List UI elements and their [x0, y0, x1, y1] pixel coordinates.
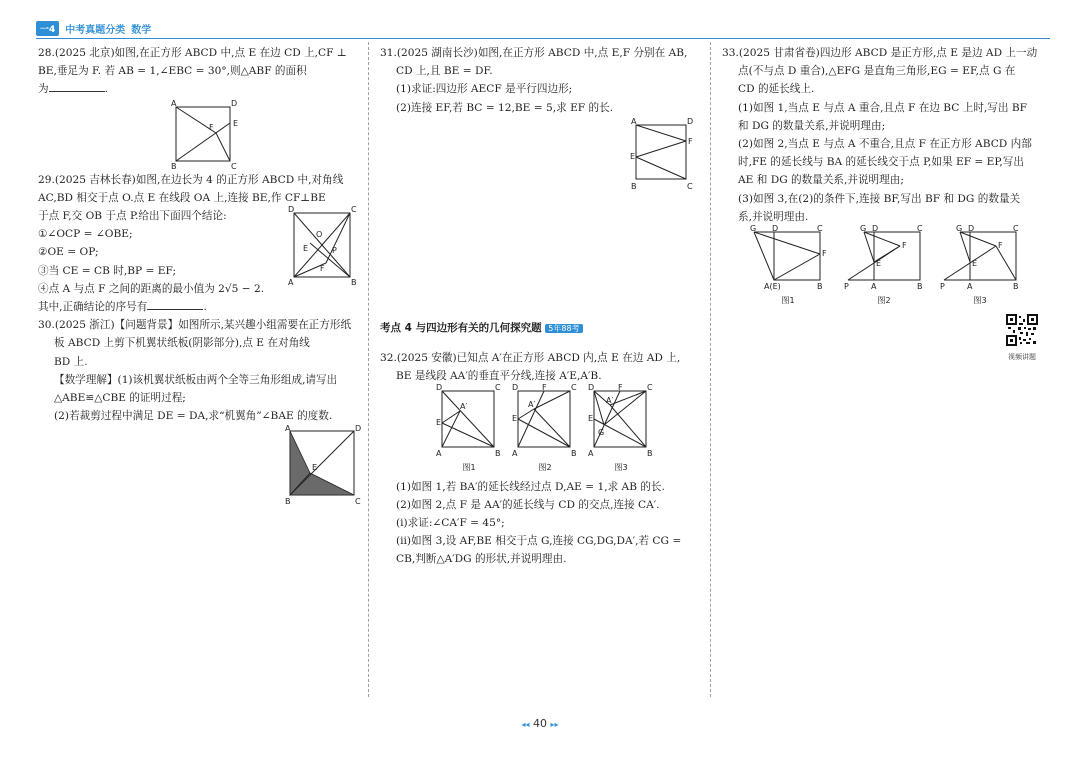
- svg-text:B: B: [571, 449, 577, 459]
- video-qr-block[interactable]: [1004, 314, 1040, 362]
- q29-line: AC,BD 相交于点 O.点 E 在线段 OA 上,连接 BE,作 CF⊥BE: [38, 191, 326, 204]
- figure-caption: 图2: [538, 463, 552, 473]
- svg-text:B: B: [285, 497, 291, 507]
- question-32: [380, 349, 698, 569]
- svg-text:A(E): A(E): [764, 282, 781, 292]
- svg-text:B: B: [817, 282, 823, 292]
- q29-conclusion: ①∠OCP = ∠OBE;: [38, 228, 133, 241]
- prev-page-icon[interactable]: ◂◂: [521, 720, 530, 729]
- section-heading: 考点 4 与四边形有关的几何探究题 5年88考: [380, 319, 698, 338]
- svg-text:B: B: [917, 282, 923, 292]
- q30-line: 板 ABCD 上剪下机翼状纸板(阴影部分),点 E 在对角线: [54, 337, 310, 350]
- q28-line: 28.(2025 北京)如图,在正方形 ABCD 中,点 E 在边 CD 上,CF ⊥: [38, 47, 347, 59]
- page-footer: [0, 717, 1080, 730]
- svg-text:F: F: [998, 241, 1003, 251]
- svg-text:P: P: [332, 246, 337, 256]
- svg-text:P: P: [940, 282, 945, 292]
- question-33: [722, 44, 1044, 310]
- svg-text:G: G: [860, 224, 867, 234]
- q29-conclusion: ③当 CE = CB 时,BP = EF;: [38, 264, 177, 277]
- svg-text:G: G: [750, 224, 757, 234]
- q29-conclusion: ④点 A 与点 F 之间的距离的最小值为 2√5 − 2.: [38, 282, 265, 295]
- q32-figure-3: [588, 385, 654, 459]
- svg-text:C: C: [495, 383, 501, 393]
- qr-code-icon[interactable]: [1006, 314, 1038, 346]
- q33-line: 系,并说明理由.: [738, 210, 809, 223]
- svg-text:B: B: [647, 449, 653, 459]
- svg-text:A′: A′: [606, 396, 614, 406]
- q32-line: (ⅰ)求证:∠CA′F = 45°;: [396, 517, 505, 530]
- q30-line: 30.(2025 浙江)【问题背景】如图所示,某兴趣小组需要在正方形纸: [38, 319, 352, 332]
- q33-line: 时,FE 的延长线与 BA 的延长线交于点 P,如果 EF = EP,写出: [738, 156, 1024, 169]
- svg-text:B: B: [171, 161, 177, 171]
- svg-text:D: D: [588, 383, 595, 393]
- svg-text:B: B: [351, 278, 357, 288]
- q29-line: 其中,正确结论的序号有 .: [38, 301, 207, 314]
- q29-figure: [288, 207, 358, 287]
- question-30: [38, 316, 362, 507]
- svg-text:D: D: [687, 116, 694, 126]
- q32-line: 32.(2025 安徽)已知点 A′在正方形 ABCD 内,点 E 在边 AD 上,: [380, 352, 681, 365]
- svg-text:A′: A′: [460, 402, 468, 412]
- q30-line: BD 上.: [54, 355, 88, 368]
- svg-text:E: E: [512, 414, 518, 424]
- svg-text:D: D: [512, 383, 519, 393]
- page-header: [36, 20, 151, 36]
- q33-line: 和 DG 的数量关系,并说明理由;: [738, 119, 886, 132]
- svg-text:F: F: [822, 249, 827, 259]
- q30-figure: [38, 424, 362, 507]
- svg-text:D: D: [231, 98, 238, 108]
- svg-text:F: F: [618, 383, 623, 393]
- q33-figure-2: [844, 226, 924, 292]
- svg-text:A: A: [512, 449, 518, 459]
- q28-line: BE,垂足为 F. 若 AB = 1,∠EBC = 30°,则△ABF 的面积: [38, 65, 307, 78]
- header-rule: [36, 38, 1050, 39]
- svg-text:A: A: [588, 449, 594, 459]
- svg-text:F: F: [542, 383, 547, 393]
- q33-line: 点(不与点 D 重合),△EFG 是直角三角形,EG = EF,点 G 在: [738, 65, 1016, 78]
- svg-text:A′: A′: [528, 400, 536, 410]
- q31-line: CD 上,且 BE = DF.: [396, 65, 493, 78]
- figure-caption: 图3: [614, 463, 628, 473]
- svg-text:E: E: [436, 418, 442, 428]
- q32-figure-1: [436, 385, 502, 459]
- q32-line: (1)如图 1,若 BA′的延长线经过点 D,AE = 1,求 AB 的长.: [396, 480, 665, 493]
- svg-text:E: E: [876, 259, 882, 269]
- svg-text:C: C: [355, 497, 361, 507]
- svg-text:A: A: [967, 282, 973, 292]
- column-2: [380, 44, 698, 569]
- svg-text:E: E: [588, 414, 594, 424]
- q33-line: AE 和 DG 的数量关系,并说明理由;: [738, 174, 904, 187]
- svg-text:B: B: [495, 449, 501, 459]
- svg-text:E: E: [972, 259, 978, 269]
- svg-text:D: D: [968, 224, 975, 234]
- svg-text:C: C: [571, 383, 577, 393]
- svg-text:C: C: [231, 161, 237, 171]
- svg-text:D: D: [355, 424, 362, 434]
- question-29: [38, 171, 358, 317]
- svg-text:E: E: [233, 118, 239, 128]
- svg-text:G: G: [598, 428, 605, 438]
- svg-text:A: A: [171, 98, 177, 108]
- question-31: [380, 44, 698, 191]
- figure-caption: 图3: [973, 296, 987, 306]
- svg-text:F: F: [209, 122, 214, 132]
- section-badge: 5年88考: [545, 324, 582, 333]
- q33-figure-3: [940, 226, 1020, 292]
- q28-line: 为 .: [38, 83, 108, 96]
- svg-text:A: A: [631, 116, 637, 126]
- q33-line: CD 的延长线上.: [738, 83, 815, 96]
- svg-text:E: E: [312, 463, 318, 473]
- svg-text:C: C: [917, 224, 923, 234]
- q33-line: (3)如图 3,在(2)的条件下,连接 BF,写出 BF 和 DG 的数量关: [738, 192, 1021, 205]
- svg-text:D: D: [288, 205, 295, 215]
- header-tag: 一4: [36, 21, 59, 36]
- q32-line: CB,判断△A′DG 的形状,并说明理由.: [396, 553, 567, 566]
- svg-text:O: O: [316, 230, 323, 240]
- svg-text:A: A: [871, 282, 877, 292]
- q29-line: 29.(2025 吉林长春)如图,在边长为 4 的正方形 ABCD 中,对角线: [38, 173, 344, 186]
- q33-line: 33.(2025 甘肃省卷)四边形 ABCD 是正方形,点 E 是边 AD 上一动: [722, 47, 1038, 59]
- column-3: [722, 44, 1044, 310]
- q33-line: (1)如图 1,当点 E 与点 A 重合,且点 F 在边 BC 上时,写出 BF: [738, 101, 1027, 114]
- column-1: [38, 44, 362, 507]
- column-divider: [368, 42, 369, 697]
- q28-figure: [38, 99, 358, 171]
- q31-figure: [380, 117, 698, 191]
- svg-text:F: F: [320, 264, 325, 274]
- q32-line: (ⅱ)如图 3,设 AF,BE 相交于点 G,连接 CG,DG,DA′,若 CG =: [396, 535, 682, 548]
- svg-text:C: C: [647, 383, 653, 393]
- figure-caption: 图2: [877, 296, 891, 306]
- svg-text:C: C: [351, 205, 357, 215]
- svg-text:D: D: [436, 383, 443, 393]
- qr-label: 视频讲题: [1008, 353, 1036, 361]
- q33-line: (2)如图 2,当点 E 与点 A 不重合,且点 F 在正方形 ABCD 内部: [738, 138, 1032, 151]
- q29-conclusion: ②OE = OP;: [38, 246, 99, 259]
- figure-caption: 图1: [781, 296, 795, 306]
- figure-caption: 图1: [462, 463, 476, 473]
- svg-text:F: F: [688, 136, 693, 146]
- svg-text:P: P: [844, 282, 849, 292]
- svg-text:D: D: [872, 224, 879, 234]
- q31-line: 31.(2025 湖南长沙)如图,在正方形 ABCD 中,点 E,F 分别在 AB,: [380, 47, 688, 59]
- q32-line: BE 是线段 AA′的垂直平分线,连接 A′E,A′B.: [396, 370, 602, 383]
- q31-line: (1)求证:四边形 AECF 是平行四边形;: [396, 83, 573, 96]
- svg-text:B: B: [631, 181, 637, 191]
- q30-line: (2)若裁剪过程中满足 DE = DA,求“机翼角”∠BAE 的度数.: [54, 410, 333, 423]
- svg-text:C: C: [687, 181, 693, 191]
- answer-blank[interactable]: [147, 299, 203, 310]
- svg-text:C: C: [1013, 224, 1019, 234]
- svg-text:A: A: [436, 449, 442, 459]
- next-page-icon[interactable]: ▸▸: [550, 720, 559, 729]
- svg-text:E: E: [303, 244, 309, 254]
- svg-text:D: D: [772, 224, 779, 234]
- page-number: 40: [533, 717, 547, 730]
- column-divider: [710, 42, 711, 697]
- answer-blank[interactable]: [49, 81, 105, 92]
- svg-text:A: A: [285, 424, 291, 434]
- svg-text:C: C: [817, 224, 823, 234]
- svg-text:E: E: [630, 151, 636, 161]
- svg-text:B: B: [1013, 282, 1019, 292]
- question-28: [38, 44, 358, 171]
- svg-text:A: A: [288, 278, 294, 288]
- svg-text:F: F: [902, 241, 907, 251]
- q30-line: 【数学理解】(1)该机翼状纸板由两个全等三角形组成,请写出: [54, 373, 338, 386]
- svg-text:G: G: [956, 224, 963, 234]
- q30-line: △ABE≌△CBE 的证明过程;: [54, 392, 186, 405]
- header-series: 中考真题分类: [65, 24, 126, 36]
- q32-figure-2: [512, 385, 578, 459]
- q29-line: 于点 F,交 OB 于点 P.给出下面四个结论:: [38, 210, 227, 223]
- q33-figure-1: [748, 226, 828, 292]
- q32-line: (2)如图 2,点 F 是 AA′的延长线与 CD 的交点,连接 CA′.: [396, 498, 660, 511]
- header-subject: 数学: [131, 24, 152, 36]
- q31-line: (2)连接 EF,若 BC = 12,BE = 5,求 EF 的长.: [396, 101, 614, 114]
